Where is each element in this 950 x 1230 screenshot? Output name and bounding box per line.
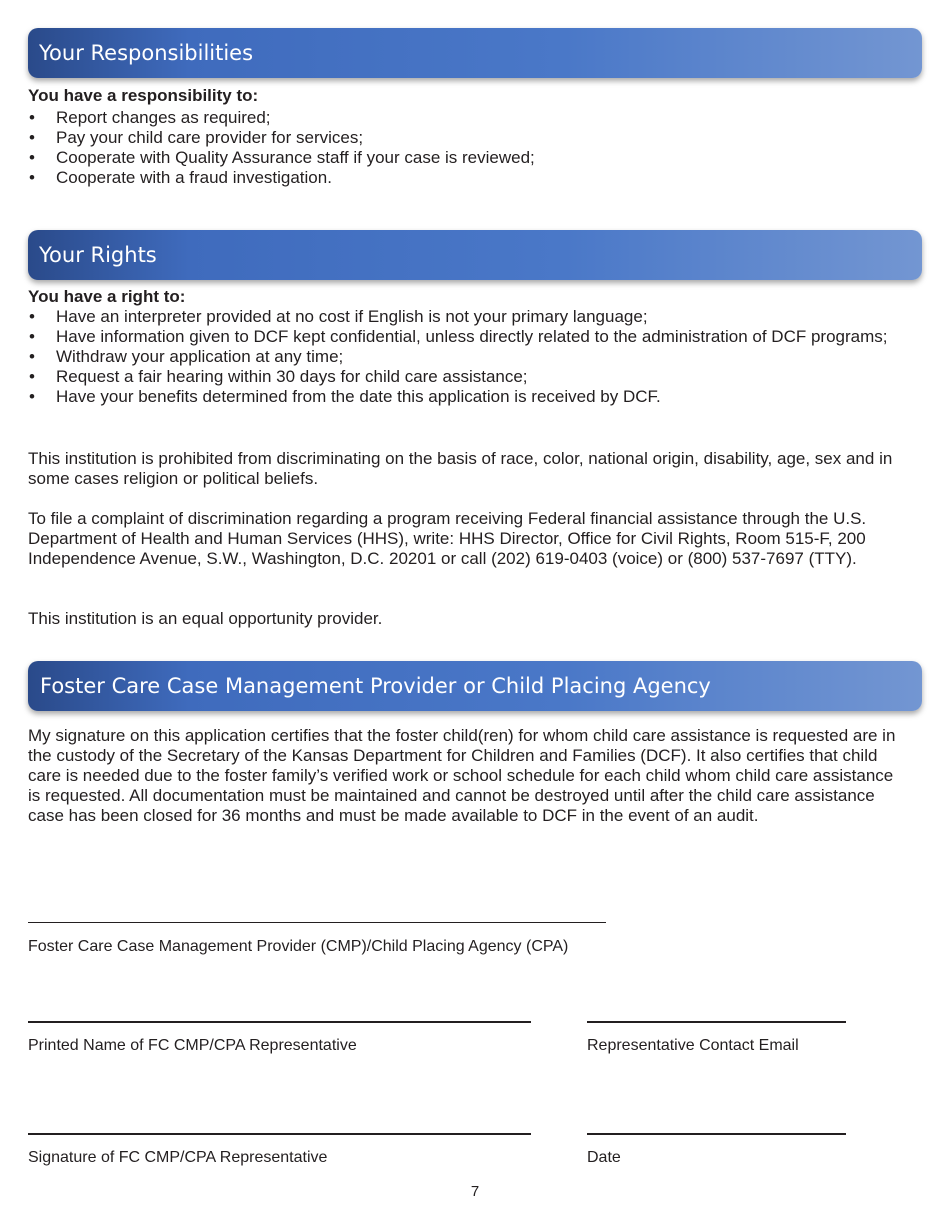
list-item: • Have your benefits determined from the date this application is received by DCF. xyxy=(28,387,898,407)
representative-signature-label: Signature of FC CMP/CPA Representative xyxy=(28,1149,328,1166)
complaint-instructions: To file a complaint of discrimination regarding a program receiving Federal financial assistance through the U.S. Department of Health and Human Services (HHS), write: HHS Director, Office for Civil Rights, Room 515-F, 200 Independence Avenue, S.W., Washington, D.C. 20201 or call (202) 619-0403 (voice) or (800) 537-7697 (TTY). xyxy=(28,509,867,568)
agency-label: Foster Care Case Management Provider (CMP)/Child Placing Agency (CPA) xyxy=(28,938,569,955)
rights-heading: Your Rights xyxy=(28,230,922,280)
agency-signature-line[interactable] xyxy=(28,922,606,923)
list-item: • Request a fair hearing within 30 days for child care assistance; xyxy=(28,367,898,387)
page-number: 7 xyxy=(470,1183,480,1200)
list-item: • Report changes as required; xyxy=(28,108,908,128)
date-line[interactable] xyxy=(587,1133,846,1135)
contact-email-line[interactable] xyxy=(587,1021,846,1023)
list-item: • Withdraw your application at any time; xyxy=(28,347,898,367)
responsibilities-heading: Your Responsibilities xyxy=(28,28,922,78)
list-item: • Have an interpreter provided at no cost if English is not your primary language; xyxy=(28,307,898,327)
certification-statement: My signature on this application certifies that the foster child(ren) for whom child care assistance is requested are in the custody of the Secretary of the Kansas Department for Children and Families (DCF). It also certifies that child care is needed due to the foster family’s verified work or school schedule for each child whom child care assistance is requested. All documentation must be maintained and cannot be destroyed until after the child care assistance case has been closed for 36 months and must be made available to DCF in the event of an audit. xyxy=(28,726,896,825)
foster-care-heading: Foster Care Case Management Provider or Child Placing Agency xyxy=(28,661,922,711)
responsibilities-lead: You have a responsibility to: xyxy=(28,86,259,105)
responsibilities-list xyxy=(28,108,908,188)
list-item: • Cooperate with Quality Assurance staff if your case is reviewed; xyxy=(28,148,908,168)
rights-list xyxy=(28,307,898,407)
nondiscrimination-statement: This institution is prohibited from discriminating on the basis of race, color, national origin, disability, age, sex and in some cases religion or political beliefs. xyxy=(28,449,893,488)
rights-lead: You have a right to: xyxy=(28,287,186,306)
date-label: Date xyxy=(587,1149,621,1166)
printed-name-label: Printed Name of FC CMP/CPA Representative xyxy=(28,1037,357,1054)
list-item: • Pay your child care provider for services; xyxy=(28,128,908,148)
list-item: • Cooperate with a fraud investigation. xyxy=(28,168,908,188)
equal-opportunity-statement: This institution is an equal opportunity provider. xyxy=(28,609,383,628)
contact-email-label: Representative Contact Email xyxy=(587,1037,799,1054)
list-item: • Have information given to DCF kept confidential, unless directly related to the administration of DCF programs; xyxy=(28,327,898,347)
printed-name-line[interactable] xyxy=(28,1021,531,1023)
representative-signature-line[interactable] xyxy=(28,1133,531,1135)
